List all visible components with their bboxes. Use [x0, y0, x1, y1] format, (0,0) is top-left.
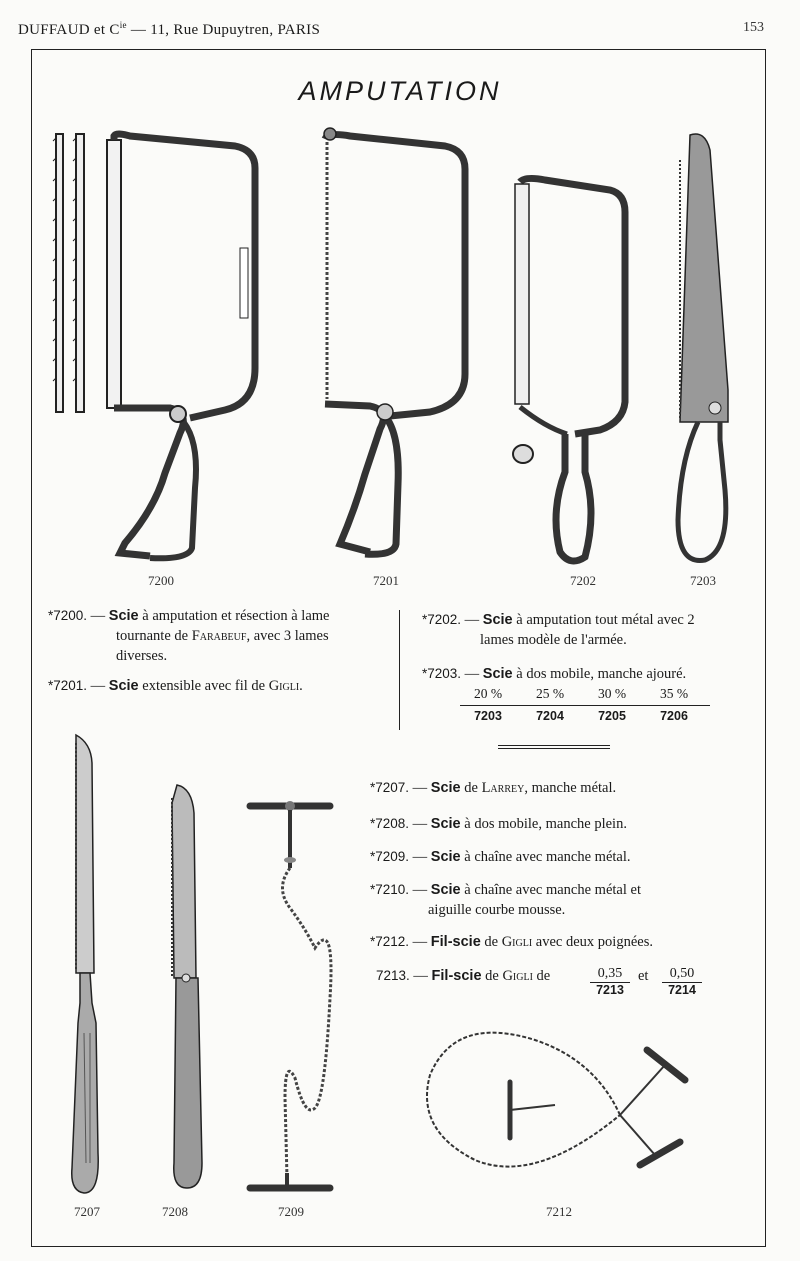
page-number: 153 [743, 20, 764, 35]
entry-number: *7210. [370, 882, 410, 897]
entry-7213: 7213. — Fil-scie de Gigli de [376, 968, 551, 984]
figure-7201-saw [310, 124, 480, 564]
entry-number: *7208. [370, 816, 410, 831]
size-cell: 30 % [597, 686, 627, 701]
code-cell: 7203 [474, 709, 502, 723]
size-table-rule [460, 705, 710, 706]
code-cell: 7205 [598, 709, 626, 723]
figure-7209-chain-saw [245, 798, 340, 1198]
entry-7208: *7208. — Scie à dos mobile, manche plein. [370, 816, 627, 832]
figure-label-7208: 7208 [162, 1204, 188, 1219]
firm-address: — 11, Rue Dupuytren, PARIS [130, 22, 321, 38]
entry-number: *7212. [370, 934, 410, 949]
entry-7203: *7203. — Scie à dos mobile, manche ajouré. [422, 666, 687, 682]
size-cell: 20 % [473, 686, 503, 701]
fraction-7214: $\frac{0,50}{7214}$ [662, 966, 702, 997]
fraction-et: et [638, 968, 649, 984]
figure-7200-saw [50, 128, 265, 568]
entry-number: *7200. [48, 608, 88, 623]
size-cell: 25 % [535, 686, 565, 701]
code-cell: 7204 [536, 709, 564, 723]
figure-label-7200: 7200 [148, 573, 174, 588]
figure-label-7212: 7212 [546, 1204, 572, 1219]
entry-number: *7203. [422, 666, 462, 681]
entry-7210: *7210. — Scie à chaîne avec manche métal et aiguille courbe mousse. [370, 882, 641, 918]
code-cell: 7206 [660, 709, 688, 723]
entry-7207: *7207. — Scie de Larrey, manche métal. [370, 780, 617, 796]
entry-number: *7207. [370, 780, 410, 795]
figure-7212-wire-saw [415, 1020, 705, 1190]
firm-c-sup: ie [119, 20, 127, 30]
entry-number: *7201. [48, 678, 88, 693]
entry-7201: *7201. — Scie extensible avec fil de Gigli. [48, 678, 303, 694]
size-cell: 35 % [659, 686, 689, 701]
figure-label-7201: 7201 [373, 573, 399, 588]
entry-number: *7209. [370, 849, 410, 864]
figure-label-7203: 7203 [690, 573, 716, 588]
firm-et: et [93, 22, 106, 38]
entry-number: *7202. [422, 612, 462, 627]
figure-7202-saw [505, 172, 640, 567]
page-header [18, 20, 320, 39]
entry-7200: *7200. — Scie à amputation et résection à lame tournante de Farabeuf, avec 3 lames diverses. [48, 608, 330, 664]
figure-label-7209: 7209 [278, 1204, 304, 1219]
page-title: AMPUTATION [298, 76, 502, 106]
section-divider [498, 745, 610, 749]
figure-7207-saw [66, 733, 111, 1198]
figure-label-7207: 7207 [74, 1204, 100, 1219]
entry-7202: *7202. — Scie à amputation tout métal avec 2 lames modèle de l'armée. [422, 612, 695, 648]
firm-name: DUFFAUD [18, 22, 90, 38]
size-table-codes [460, 709, 710, 729]
figure-7208-saw [162, 783, 212, 1193]
entry-number: 7213. [376, 968, 410, 983]
figure-label-7202: 7202 [570, 573, 596, 588]
firm-c: C [109, 22, 120, 38]
figure-7203-saw [670, 130, 740, 570]
fraction-7213: $\frac{0,35}{7213}$ [590, 966, 630, 997]
column-divider [399, 610, 400, 730]
entry-7209: *7209. — Scie à chaîne avec manche métal. [370, 849, 631, 865]
entry-7212: *7212. — Fil-scie de Gigli avec deux poignées. [370, 934, 653, 950]
